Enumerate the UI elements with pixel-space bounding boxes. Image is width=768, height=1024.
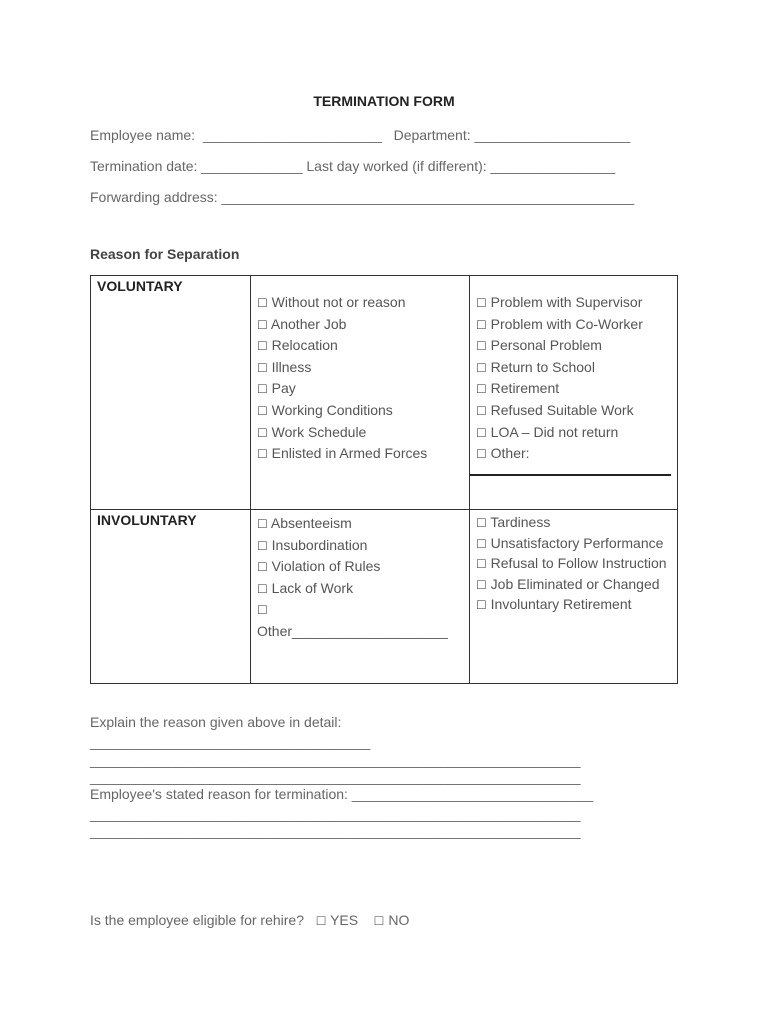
reason-option[interactable] bbox=[476, 595, 677, 616]
reason-option[interactable] bbox=[476, 378, 677, 400]
voluntary-label-cell bbox=[91, 276, 251, 510]
checkbox-icon[interactable]: ☐ bbox=[257, 296, 268, 310]
stated-reason-line-2[interactable]: _______________________________________________________________ bbox=[90, 806, 581, 822]
checkbox-icon[interactable]: ☐ bbox=[257, 403, 268, 418]
reason-option[interactable] bbox=[257, 357, 469, 379]
form-title: TERMINATION FORM bbox=[313, 93, 455, 109]
reason-option-label: Lack of Work bbox=[271, 579, 354, 596]
reason-option[interactable] bbox=[476, 292, 677, 314]
stated-reason-line-3[interactable]: _______________________________________________________________ bbox=[90, 823, 581, 839]
forwarding-address-line[interactable]: Forwarding address: _____________________________________________________ bbox=[90, 189, 635, 205]
reason-option[interactable] bbox=[476, 400, 677, 422]
involuntary-other-option[interactable] bbox=[251, 599, 469, 641]
involuntary-other-label: Other____________________ bbox=[257, 622, 448, 639]
involuntary-col1-list bbox=[251, 510, 469, 599]
employee-name-department-line[interactable]: Employee name: _______________________ Department: ____________________ bbox=[90, 127, 631, 143]
checkbox-icon[interactable]: ☐ bbox=[476, 382, 487, 397]
reason-option[interactable] bbox=[476, 575, 677, 596]
rehire-yes-checkbox[interactable]: ☐ bbox=[315, 914, 327, 928]
voluntary-label: VOLUNTARY bbox=[97, 278, 183, 294]
reason-option[interactable] bbox=[257, 535, 469, 557]
reason-section-title: Reason for Separation bbox=[90, 246, 240, 262]
reason-option[interactable] bbox=[257, 314, 469, 336]
reason-option-label: Absenteeism bbox=[270, 515, 352, 531]
rehire-question: Is the employee eligible for rehire? bbox=[90, 912, 305, 928]
reason-option-label: Enlisted in Armed Forces bbox=[271, 445, 428, 462]
reason-option-label: Without not or reason bbox=[271, 294, 406, 310]
stated-reason-line[interactable]: Employee's stated reason for termination: _______________________________ bbox=[90, 786, 594, 802]
reason-option[interactable] bbox=[476, 314, 677, 336]
reason-option-label: Work Schedule bbox=[271, 423, 367, 440]
checkbox-icon[interactable]: ☐ bbox=[476, 536, 487, 551]
explain-line-2[interactable]: _______________________________________________________________ bbox=[90, 752, 581, 768]
voluntary-col1-cell bbox=[251, 276, 470, 510]
other-reason-line[interactable] bbox=[470, 474, 671, 476]
checkbox-icon[interactable]: ☐ bbox=[476, 557, 487, 571]
reason-option[interactable] bbox=[476, 357, 677, 379]
checkbox-icon[interactable]: ☐ bbox=[257, 339, 268, 354]
rehire-yes-label: YES bbox=[330, 912, 359, 928]
reason-option[interactable] bbox=[257, 443, 469, 465]
reason-option-label: Insubordination bbox=[271, 536, 368, 553]
explain-line-3[interactable]: _______________________________________________________________ bbox=[90, 769, 581, 785]
reason-option-label: Personal Problem bbox=[490, 337, 602, 354]
reason-option-label: Tardiness bbox=[490, 514, 551, 530]
reason-option[interactable] bbox=[476, 335, 677, 357]
involuntary-row bbox=[91, 510, 678, 684]
checkbox-icon[interactable]: ☐ bbox=[476, 598, 487, 612]
involuntary-col2-cell bbox=[470, 510, 678, 684]
voluntary-col2-cell bbox=[470, 276, 678, 510]
checkbox-icon[interactable]: ☐ bbox=[257, 517, 268, 531]
reason-option-label: Another Job bbox=[270, 315, 347, 332]
checkbox-icon[interactable]: ☐ bbox=[476, 447, 487, 462]
checkbox-icon[interactable]: ☐ bbox=[257, 603, 268, 618]
reason-option[interactable] bbox=[476, 554, 677, 575]
checkbox-icon[interactable]: ☐ bbox=[257, 560, 268, 575]
checkbox-icon[interactable]: ☐ bbox=[257, 581, 268, 596]
reason-option-label: Refused Suitable Work bbox=[490, 401, 634, 418]
rehire-no-label: NO bbox=[388, 912, 410, 928]
checkbox-icon[interactable]: ☐ bbox=[257, 317, 268, 332]
reason-option[interactable] bbox=[476, 513, 677, 534]
reason-option[interactable] bbox=[257, 292, 469, 314]
reason-option[interactable] bbox=[257, 513, 469, 535]
checkbox-icon[interactable]: ☐ bbox=[257, 425, 268, 440]
reason-option-label: Problem with Co-Worker bbox=[490, 315, 643, 332]
reason-option-label: Refusal to Follow Instruction bbox=[490, 555, 667, 571]
termination-date-line[interactable]: Termination date: _____________ Last day worked (if different): ________________ bbox=[90, 158, 616, 174]
reason-option-label: Retirement bbox=[490, 380, 560, 397]
involuntary-col2-list bbox=[470, 510, 677, 616]
reason-option[interactable] bbox=[476, 534, 677, 555]
checkbox-icon[interactable]: ☐ bbox=[257, 382, 268, 397]
voluntary-col1-list bbox=[251, 276, 469, 465]
checkbox-icon[interactable]: ☐ bbox=[476, 339, 487, 354]
checkbox-icon[interactable]: ☐ bbox=[476, 577, 487, 592]
reason-option[interactable] bbox=[257, 578, 469, 600]
reason-option-label: Problem with Supervisor bbox=[490, 294, 643, 310]
checkbox-icon[interactable]: ☐ bbox=[257, 538, 268, 553]
involuntary-label-cell bbox=[91, 510, 251, 684]
reason-option-label: Involuntary Retirement bbox=[490, 596, 632, 612]
reason-option-label: Job Eliminated or Changed bbox=[490, 575, 660, 592]
reason-option[interactable] bbox=[257, 556, 469, 578]
reason-option-label: Unsatisfactory Performance bbox=[490, 534, 664, 551]
reasons-table bbox=[90, 275, 678, 684]
reason-option-label: Other: bbox=[490, 445, 530, 462]
reason-option[interactable] bbox=[476, 422, 677, 444]
checkbox-icon[interactable]: ☐ bbox=[476, 403, 487, 418]
rehire-question-row bbox=[90, 912, 409, 928]
reason-option[interactable] bbox=[257, 335, 469, 357]
reason-option-label: Relocation bbox=[271, 337, 338, 354]
checkbox-icon[interactable]: ☐ bbox=[476, 317, 487, 332]
rehire-no-checkbox[interactable]: ☐ bbox=[373, 914, 385, 928]
reason-option[interactable] bbox=[257, 378, 469, 400]
checkbox-icon[interactable]: ☐ bbox=[476, 296, 487, 310]
reason-option-label: Pay bbox=[271, 380, 296, 397]
checkbox-icon[interactable]: ☐ bbox=[476, 516, 487, 530]
reason-option-label: Working Conditions bbox=[271, 401, 393, 418]
voluntary-col2-list bbox=[470, 276, 677, 465]
involuntary-col1-cell bbox=[251, 510, 470, 684]
checkbox-icon[interactable]: ☐ bbox=[476, 360, 487, 375]
reason-option[interactable] bbox=[476, 443, 677, 465]
reason-option-label: Return to School bbox=[490, 358, 595, 375]
reason-option[interactable] bbox=[257, 422, 469, 444]
checkbox-icon[interactable]: ☐ bbox=[257, 360, 268, 375]
explain-line-1[interactable]: ____________________________________ bbox=[90, 734, 371, 750]
involuntary-label: INVOLUNTARY bbox=[97, 512, 197, 528]
reason-option-label: Illness bbox=[271, 358, 312, 375]
voluntary-row bbox=[91, 276, 678, 510]
checkbox-icon[interactable]: ☐ bbox=[476, 425, 487, 440]
checkbox-icon[interactable]: ☐ bbox=[257, 447, 268, 462]
reason-option-label: Violation of Rules bbox=[271, 558, 381, 575]
explain-label: Explain the reason given above in detail: bbox=[90, 714, 342, 730]
reason-option[interactable] bbox=[257, 400, 469, 422]
reason-option-label: LOA – Did not return bbox=[490, 423, 619, 440]
